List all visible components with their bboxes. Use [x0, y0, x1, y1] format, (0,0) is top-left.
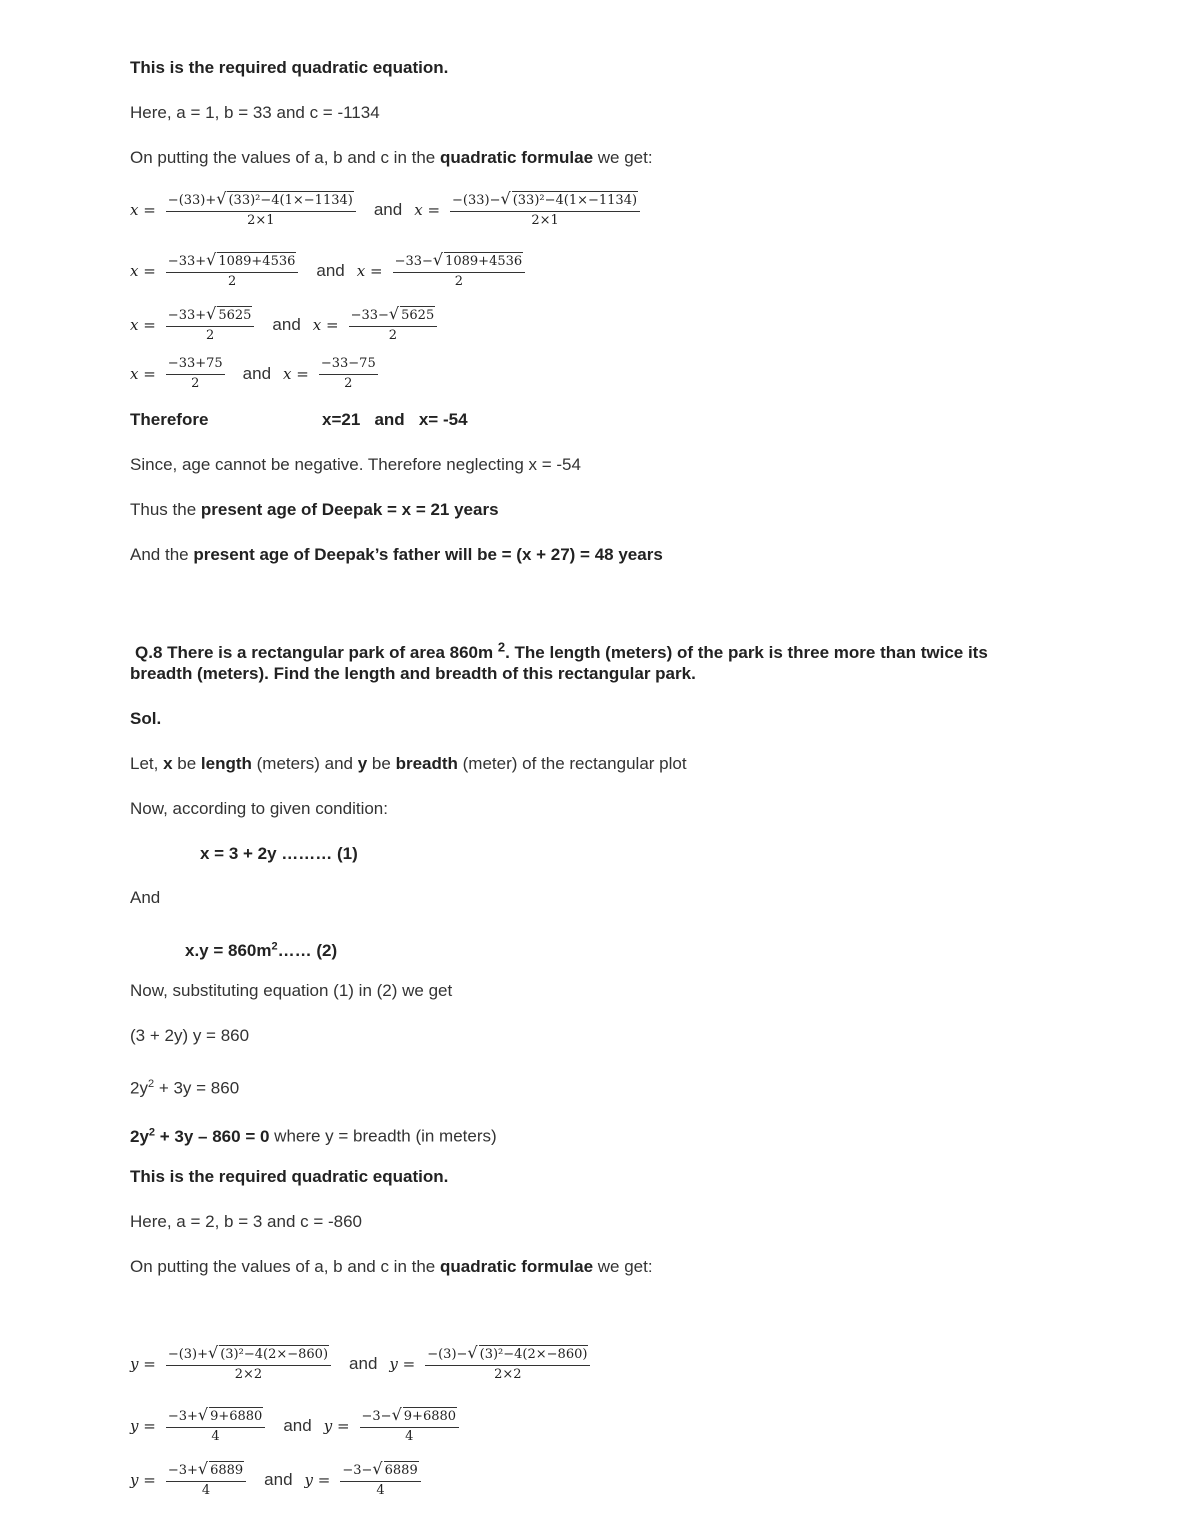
therefore-label: Therefore — [130, 410, 209, 429]
condition-text: Now, according to given condition: — [130, 799, 388, 818]
y-equation-row-2: y = $\frac{-3+√ 9+6880}{4}$ and y = $\frac{-3-√ 9+6880}{4}$ — [130, 1406, 463, 1445]
equation-row-2: x = $\frac{-33+√ 1089+4536}{2}$ and x = $\frac{-33-√ 1089+4536}{2}$ — [130, 251, 529, 290]
heading-required-equation: This is the required quadratic equation. — [130, 58, 449, 77]
question-8-line1: Q.8 There is a rectangular park of area 860m $^2$. The length (meters) of the park is three more than twice its — [135, 639, 988, 662]
coefficient-values-2: Here, a = 2, b = 3 and c = -860 — [130, 1212, 363, 1231]
y-equation-row-1: y = $\frac{\text{−(3)+√ (3)²−4(2×−860)}}{2\times 2}$ and y = $\frac{\text{−(3)−√ (3)²−4(2×−860)}}{2\times 2}$ — [130, 1344, 594, 1383]
equation-row-3: x = $\frac{-33+√ 5625}{2}$ and x = $\frac{-33-√ 5625}{2}$ — [130, 305, 441, 344]
step-3: $2y^2 + 3y - 860 = 0$ where y = breadth (in meters) — [130, 1126, 497, 1146]
sol-label: Sol. — [130, 709, 162, 728]
present-age-deepak: Thus the present age of Deepak = x = 21 years — [130, 500, 499, 519]
let-statement: Let, x be length (meters) and y be breadth (meter) of the rectangular plot — [130, 754, 687, 773]
equation-1: x = 3 + 2y ……… (1) — [200, 844, 358, 863]
equation-2: $x.y = 860m^2\dots\dots$ (2) — [185, 940, 338, 960]
putting-values-text-2: On putting the values of a, b and c in the quadratic formulae we get: — [130, 1257, 653, 1276]
substituting-text: Now, substituting equation (1) in (2) we get — [130, 981, 453, 1000]
question-8-line2: breadth (meters). Find the length and breadth of this rectangular park. — [130, 664, 696, 683]
and-text: And — [130, 888, 161, 907]
since-text: Since, age cannot be negative. Therefore neglecting x = -54 — [130, 455, 581, 474]
step-1: (3 + 2y) y = 860 — [130, 1026, 250, 1045]
equation-row-1: x = $\frac{\text{−(33)+√ (33)²−4(1×−1134)}}{2\times 1}$ and x = $\frac{\text{−(33)−√ (33)²−4(1×−1134)}}{2\times 1}$ — [130, 190, 644, 229]
y-equation-row-3: y = $\frac{-3+√ 6889}{4}$ and y = $\frac{-3-√ 6889}{4}$ — [130, 1460, 425, 1499]
equation-row-4: x = $\frac{-33+75}{2}$ and x = $\frac{-33-75}{2}$ — [130, 356, 376, 391]
coefficient-values: Here, a = 1, b = 33 and c = -1134 — [130, 103, 380, 122]
step-2: $2y^2 + 3y = 860$ — [130, 1078, 240, 1098]
present-age-father: And the present age of Deepak’s father will be = (x + 27) = 48 years — [130, 545, 663, 564]
roots-result: x=21 and x= -54 — [322, 410, 468, 429]
heading-required-equation-2: This is the required quadratic equation. — [130, 1167, 449, 1186]
putting-values-text: On putting the values of a, b and c in the quadratic formulae we get: — [130, 148, 653, 167]
